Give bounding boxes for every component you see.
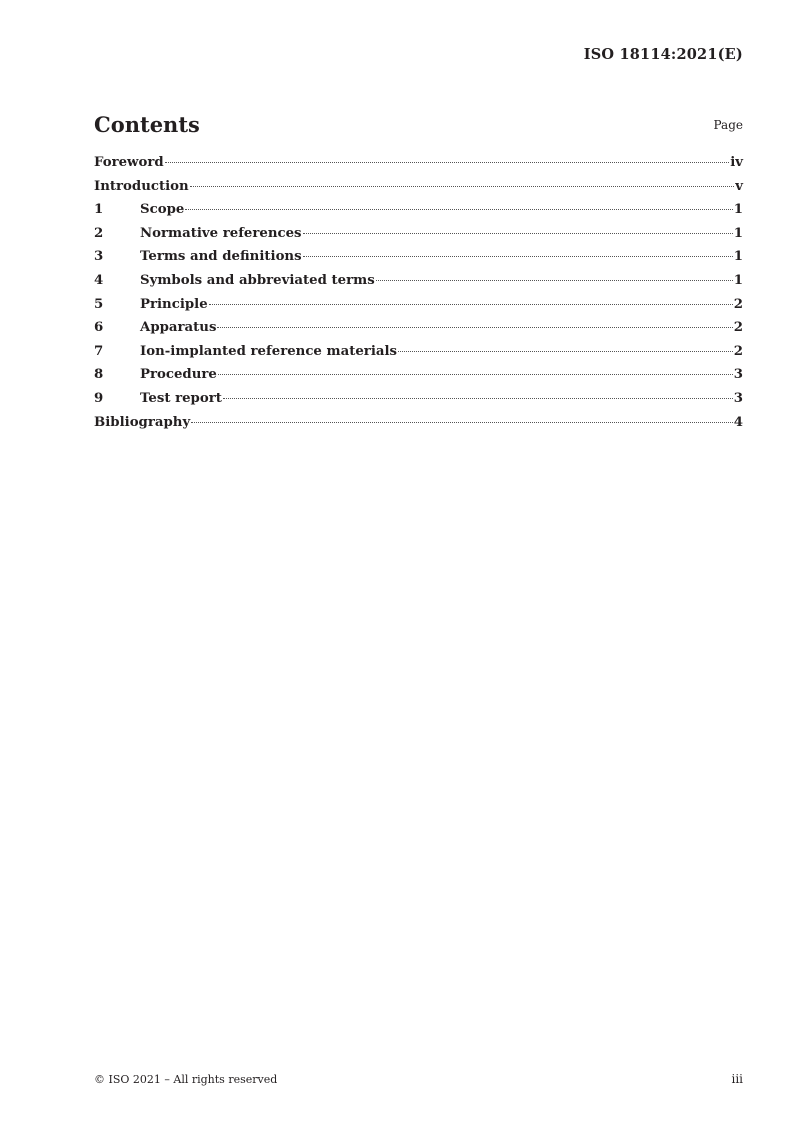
toc-entry-page: 1 <box>733 225 743 241</box>
toc-entry-number: 9 <box>94 390 104 406</box>
toc-leader-dots <box>217 327 732 328</box>
toc-entry-number: 4 <box>94 272 104 288</box>
toc-leader-dots <box>165 162 730 163</box>
toc-entry-foreword[interactable] <box>94 155 743 179</box>
toc-entry-number: 5 <box>94 296 104 312</box>
toc-entry-ion-implanted-reference-materials[interactable] <box>94 344 743 368</box>
page-column-label: Page <box>713 118 743 132</box>
toc-entry-title: Terms and definitions <box>140 249 302 265</box>
contents-heading: Contents <box>94 112 200 137</box>
toc-entry-title: Bibliography <box>94 414 191 430</box>
toc-entry-title: Symbols and abbreviated terms <box>140 272 375 288</box>
toc-entry-page: 3 <box>733 367 743 383</box>
toc-leader-dots <box>303 233 733 234</box>
toc-entry-title: Apparatus <box>140 320 217 336</box>
toc-entry-terms-and-definitions[interactable] <box>94 249 743 273</box>
toc-entry-apparatus[interactable] <box>94 320 743 344</box>
toc-entry-title: Ion-implanted reference materials <box>140 343 398 359</box>
toc-entry-symbols-and-abbreviated-terms[interactable] <box>94 273 743 297</box>
footer-page-number: iii <box>731 1072 743 1086</box>
toc-leader-dots <box>209 304 733 305</box>
toc-entry-page: 4 <box>733 414 743 430</box>
toc-entry-page: 2 <box>733 296 743 312</box>
toc-leader-dots <box>218 374 733 375</box>
toc-leader-dots <box>376 280 733 281</box>
toc-entry-bibliography[interactable] <box>94 415 743 439</box>
toc-leader-dots <box>190 186 735 187</box>
toc-entry-title: Introduction <box>94 178 189 194</box>
toc-entry-introduction[interactable] <box>94 179 743 203</box>
toc-entry-principle[interactable] <box>94 297 743 321</box>
toc-entry-number: 1 <box>94 202 104 218</box>
toc-entry-number: 7 <box>94 343 104 359</box>
toc-entry-title: Principle <box>140 296 208 312</box>
toc-leader-dots <box>191 422 733 423</box>
toc-entry-scope[interactable] <box>94 202 743 226</box>
toc-entry-number: 2 <box>94 225 104 241</box>
toc-entry-number: 8 <box>94 367 104 383</box>
toc-entry-test-report[interactable] <box>94 391 743 415</box>
toc-entry-page: 2 <box>733 343 743 359</box>
toc-entry-page: iv <box>730 155 743 170</box>
toc-entry-page: 2 <box>733 320 743 336</box>
toc-entry-title: Normative references <box>140 225 302 241</box>
toc-entry-number: 3 <box>94 249 104 265</box>
toc-entry-title: Foreword <box>94 155 164 170</box>
toc-leader-dots <box>303 256 733 257</box>
document-id: ISO 18114:2021(E) <box>583 46 743 63</box>
toc-entry-title: Scope <box>140 202 185 218</box>
toc-entry-number: 6 <box>94 320 104 336</box>
toc-entry-normative-references[interactable] <box>94 226 743 250</box>
toc-entry-title: Procedure <box>140 367 217 383</box>
toc-entry-page: 1 <box>733 249 743 265</box>
toc-leader-dots <box>185 209 732 210</box>
toc-entry-page: 3 <box>733 390 743 406</box>
toc-entry-procedure[interactable] <box>94 367 743 391</box>
toc-entry-page: v <box>735 178 743 194</box>
toc-entry-page: 1 <box>733 202 743 218</box>
table-of-contents <box>94 155 743 438</box>
toc-entry-page: 1 <box>733 272 743 288</box>
toc-leader-dots <box>223 398 733 399</box>
toc-entry-title: Test report <box>140 390 222 406</box>
toc-leader-dots <box>398 351 733 352</box>
footer-copyright: © ISO 2021 – All rights reserved <box>94 1073 278 1086</box>
